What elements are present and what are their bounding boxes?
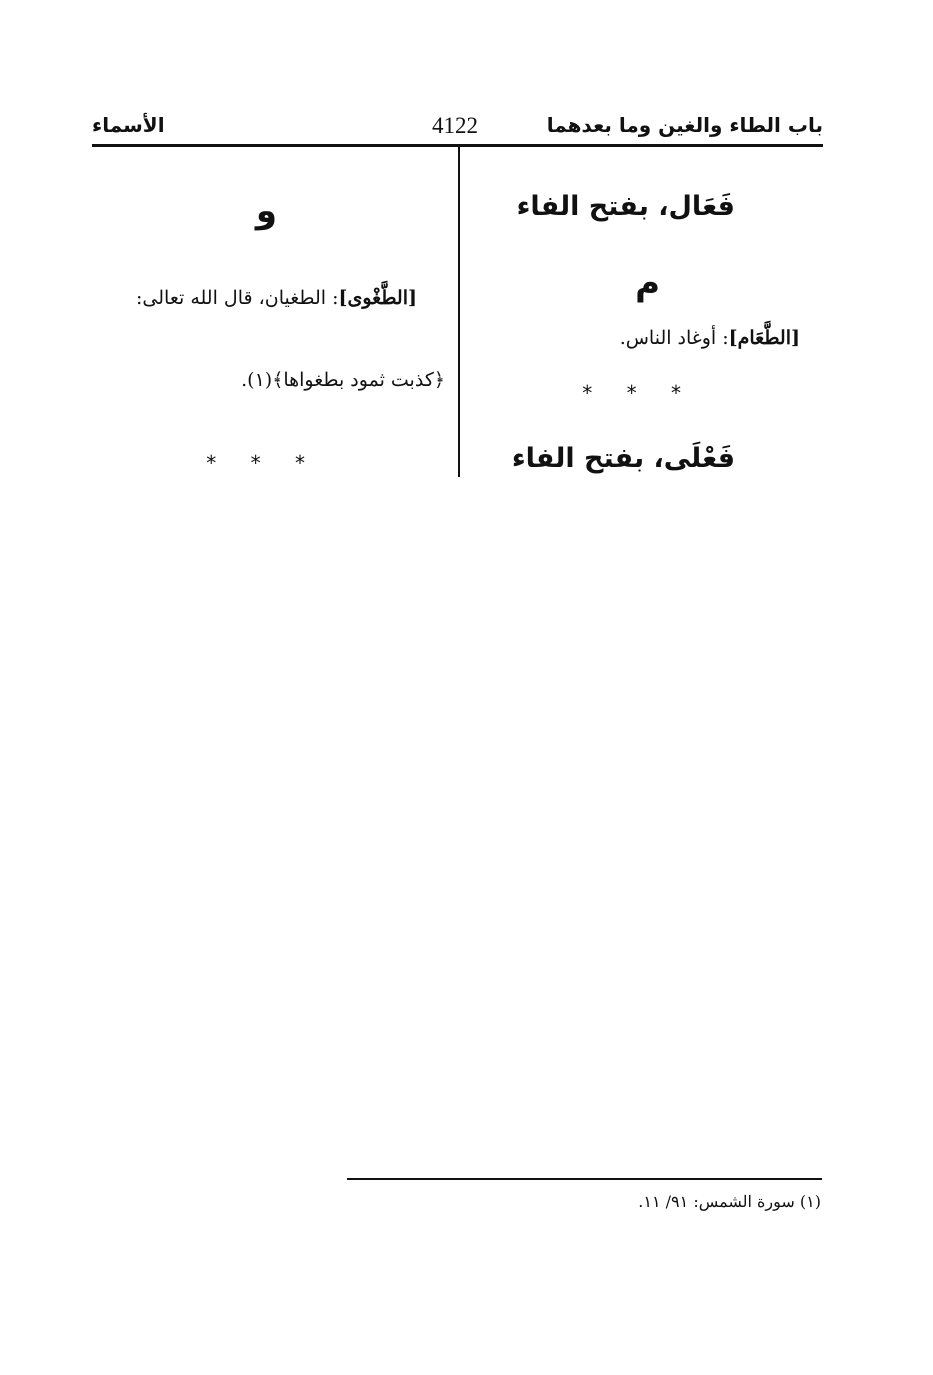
quran-quote: ﴿كذبت ثمود بطغواها﴾(١). [241,369,445,391]
pattern-heading-fala: فَعْلَى، بفتح الفاء [511,443,735,474]
section-separator: * * * [206,451,319,475]
chapter-title: باب الطاء والغين وما بعدهما [546,113,823,137]
footnote: (١) سورة الشمس: ٩١/ ١١. [638,1192,821,1211]
section-title: الأسماء [92,113,165,137]
page-header [92,105,823,147]
letter-heading-mim: م [635,263,660,303]
footnote-rule [347,1178,822,1180]
section-separator: * * * [582,381,695,405]
entry-definition: : أوغاد الناس. [619,327,729,349]
entry-term: [الطَّغْوى] [338,287,417,309]
letter-heading-waw: و [255,191,277,231]
entry-term: [الطَّعَام] [728,327,800,349]
column-divider [458,147,460,477]
dictionary-entry-taghwa [136,287,417,309]
dictionary-entry-taam [620,327,800,349]
pattern-heading-faal: فَعَال، بفتح الفاء [516,191,735,222]
page-number: 4122 [432,113,478,138]
entry-definition: : الطغيان، قال الله تعالى: [136,287,339,309]
